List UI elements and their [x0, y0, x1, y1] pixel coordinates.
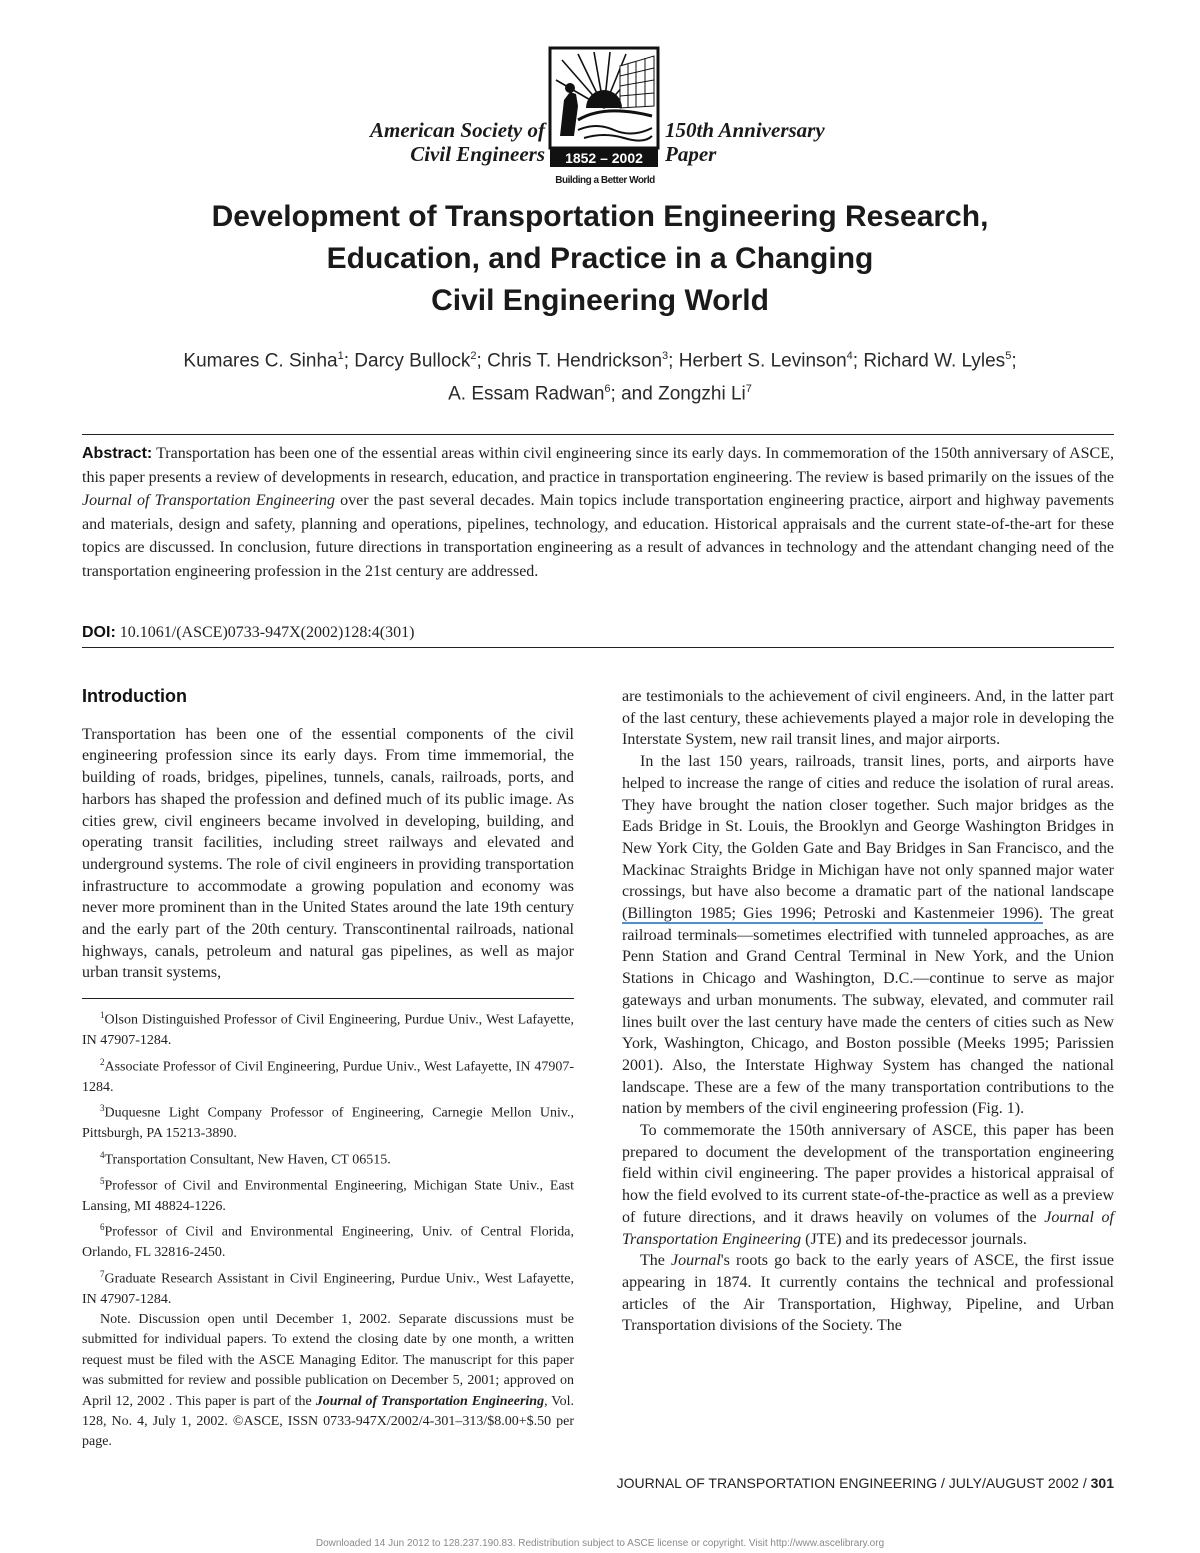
affiliation-mark: 2	[470, 350, 477, 362]
journal-name: Journal of Transportation Engineering	[315, 1393, 545, 1409]
author-name: ; Darcy Bullock	[343, 350, 471, 372]
author-separator: ;	[1011, 350, 1017, 372]
anniversary-line2: Paper	[665, 142, 717, 166]
footnote-text: Olson Distinguished Professor of Civil Engineering, Purdue Univ., West Lafayette, IN 47907-1284.	[82, 1012, 574, 1049]
footnote-text: Professor of Civil and Environmental Engineering, Univ. of Central Florida, Orlando, FL 32816-2450.	[82, 1224, 574, 1261]
title-line3: Civil Engineering World	[431, 284, 769, 317]
body-paragraph: Transportation has been one of the essential components of the civil engineering profession since its early days. From time immemorial, the building of roads, bridges, pipelines, tunnels, canals, railroads, ports, and harbors has shaped the profession and defined much of its public image. As cities grew, civil engineers became involved in developing, building, and operating transit facilities, including street railways and elevated and underground systems. The role of civil engineers in providing transportation infrastructure to accommodate a growing population and economy was never more prominent than in the United States around the late 19th century and the early part of the 20th century. Transcontinental railroads, national highways, canals, petroleum and natural gas pipelines, as well as major urban transit systems,	[82, 725, 574, 982]
paragraph-text: The great railroad terminals—sometimes electrified with tunneled approaches, as are Penn Station and Grand Central Terminal in New York, and the Union Stations in Chicago and Washington, D.C.—continue to serve as major gateways and urban monuments. The subway, elevated, and commuter rail lines built over the last century have made the centers of cities such as New York, Washington, Chicago, and Boston possible (Meeks 1995; Parissien 2001). Also, the Interstate Highway System has changed the national landscape. These are a few of the many transportation contributions to the nation by members of the civil engineering profession (Fig. 1).	[622, 905, 1115, 1118]
footnote-mark: 3	[100, 1103, 105, 1114]
masthead	[0, 46, 1200, 191]
abstract-top-rule	[82, 434, 1114, 435]
title-line1: Development of Transportation Engineering Research,	[211, 200, 989, 233]
abstract	[82, 442, 1114, 583]
abstract-label: Abstract:	[82, 445, 153, 462]
body-paragraph	[622, 1120, 1114, 1250]
doi-line	[82, 624, 414, 642]
footnote	[82, 1171, 574, 1217]
author-line1	[60, 342, 1140, 375]
journal-name: Journal	[671, 1252, 721, 1270]
journal-name: Journal of Transportation Engineering	[622, 1208, 1115, 1248]
journal-info: JOURNAL OF TRANSPORTATION ENGINEERING / JULY/AUGUST 2002 /	[616, 1475, 1091, 1491]
footnote-text: Associate Professor of Civil Engineering, Purdue Univ., West Lafayette, IN 47907-1284.	[82, 1059, 574, 1095]
footnote-text: Graduate Research Assistant in Civil Engineering, Purdue Univ., West Lafayette, IN 47907-1284.	[82, 1271, 574, 1307]
note-text: Note. Discussion open until December 1, 2002. Separate discussions must be submitted for individual papers. To extend the closing date by one month, a written request must be filed with the ASCE Managing Editor. The manuscript for this paper was submitted for review and possible publication on December 5, 2001; approved on April 12, 2002 . This paper is part of the	[82, 1312, 574, 1409]
logo-tagline: Building a Better World	[555, 175, 655, 186]
left-column	[82, 686, 574, 1453]
footnote	[82, 1052, 574, 1098]
doi-value[interactable]: 10.1061/(ASCE)0733-947X(2002)128:4(301)	[119, 624, 415, 641]
author-name: Kumares C. Sinha	[183, 350, 338, 372]
body-paragraph	[622, 1250, 1114, 1337]
footnote-mark: 6	[100, 1222, 105, 1233]
footnote-rule	[82, 998, 574, 999]
affiliation-mark: 4	[846, 350, 853, 362]
footnote	[82, 1264, 574, 1310]
author-name: ; and Zongzhi Li	[610, 383, 746, 405]
author-line2	[60, 375, 1140, 408]
society-name-line2: Civil Engineers	[410, 142, 545, 166]
affiliation-mark: 1	[337, 350, 344, 362]
affiliation-mark: 3	[662, 350, 669, 362]
journal-name: Journal of Transportation Engineering	[82, 492, 335, 509]
affiliation-mark: 7	[745, 383, 752, 396]
page-number: 301	[1090, 1475, 1114, 1491]
footnote-mark: 1	[100, 1010, 105, 1021]
right-column	[622, 686, 1114, 1337]
asce-anniversary-logo	[548, 46, 660, 169]
paragraph-text: 's roots go back to the early years of ASCE, the first issue appearing in 1874. It currently contains the technical and professional articles of the Air Transportation, Highway, Pipeline, and Urban Transportation divisions of the Society. The	[622, 1252, 1115, 1335]
paragraph-text: In the last 150 years, railroads, transit lines, ports, and airports have helped to increase the range of cities and reduce the isolation of rural areas. They have brought the nation closer together. Such major bridges as the Eads Bridge in St. Louis, the Brooklyn and George Washington Bridges in New York City, the Golden Gate and Bay Bridges in San Francisco, and the Mackinac Straights Bridge in Michigan have not only spanned major water crossings, but have also become a dramatic part of the national landscape	[622, 753, 1114, 901]
running-footer	[617, 1475, 1114, 1491]
author-name: A. Essam Radwan	[448, 383, 605, 405]
footnote-text: Duquesne Light Company Professor of Engineering, Carnegie Mellon Univ., Pittsburgh, PA 15213-3890.	[82, 1105, 574, 1142]
footnote-mark: 7	[100, 1268, 105, 1279]
author-name: ; Herbert S. Levinson	[668, 350, 847, 372]
affiliation-mark: 6	[604, 383, 611, 396]
citation-link[interactable]: (Billington 1985; Gies 1996; Petroski and Kastenmeier 1996).	[622, 905, 1043, 923]
footnote-text: Transportation Consultant, New Haven, CT 06515.	[104, 1152, 391, 1168]
footnote-mark: 4	[100, 1149, 105, 1160]
anniversary-label	[665, 118, 825, 166]
author-list	[60, 342, 1140, 409]
section-heading-introduction: Introduction	[82, 686, 187, 706]
footnote	[82, 1098, 574, 1144]
footnote	[82, 1145, 574, 1171]
anniversary-line1: 150th Anniversary	[665, 118, 825, 142]
footnote	[82, 1217, 574, 1263]
footnotes	[82, 1005, 574, 1453]
paragraph-text: (JTE) and its predecessor journals.	[801, 1230, 1027, 1248]
doi-label: DOI:	[82, 624, 116, 641]
footnote-mark: 2	[100, 1056, 105, 1067]
society-name-line1: American Society of	[370, 118, 545, 142]
body-paragraph: are testimonials to the achievement of civil engineers. And, in the latter part of the last century, these achievements played a major role in developing the Interstate System, new rail transit lines, and major airports.	[622, 688, 1114, 749]
paragraph-text: The	[640, 1252, 672, 1270]
title-line2: Education, and Practice in a Changing	[326, 242, 874, 275]
author-name: ; Chris T. Hendrickson	[476, 350, 663, 372]
logo-years: 1852 – 2002	[565, 150, 643, 166]
paper-title	[100, 196, 1100, 322]
author-name: ; Richard W. Lyles	[852, 350, 1006, 372]
society-name	[370, 118, 545, 166]
footnote	[82, 1005, 574, 1051]
discussion-note	[82, 1310, 574, 1453]
paragraph-text: To commemorate the 150th anniversary of ASCE, this paper has been prepared to document the development of the transportation engineering field within civil engineering. The paper provides a historical appraisal of how the field evolved to its current state-of-the-practice as well as a preview of future directions, and it draws heavily on volumes of the	[622, 1122, 1114, 1226]
footnote-text: Professor of Civil and Environmental Engineering, Michigan State Univ., East Lansing, MI 48824-1226.	[82, 1178, 574, 1214]
abstract-text: over the past several decades. Main topics include transportation engineering practice, airport and highway pavements and materials, design and safety, planning and operations, pipelines, technology, and education. Historical appraisals and the current state-of-the-art for these topics are discussed. In conclusion, future directions in transportation engineering as a result of advances in technology and the attendant changing need of the transportation engineering profession in the 21st century are addressed.	[82, 492, 1115, 580]
abstract-text: Transportation has been one of the essential areas within civil engineering since its early days. In commemoration of the 150th anniversary of ASCE, this paper presents a review of developments in research, education, and practice in transportation engineering. The review is based primarily on the issues of the	[82, 445, 1114, 486]
footnote-mark: 5	[100, 1175, 105, 1186]
affiliation-mark: 5	[1005, 350, 1012, 362]
body-paragraph	[622, 751, 1114, 1120]
download-notice: Downloaded 14 Jun 2012 to 128.237.190.83. Redistribution subject to ASCE license or copyright. Visit http://www.ascelibrary.org	[315, 1538, 885, 1549]
note-text: , Vol. 128, No. 4, July 1, 2002. ©ASCE, ISSN 0733-947X/2002/4-301–313/$8.00+$.50 per page.	[82, 1393, 574, 1450]
abstract-bottom-rule	[82, 647, 1114, 648]
